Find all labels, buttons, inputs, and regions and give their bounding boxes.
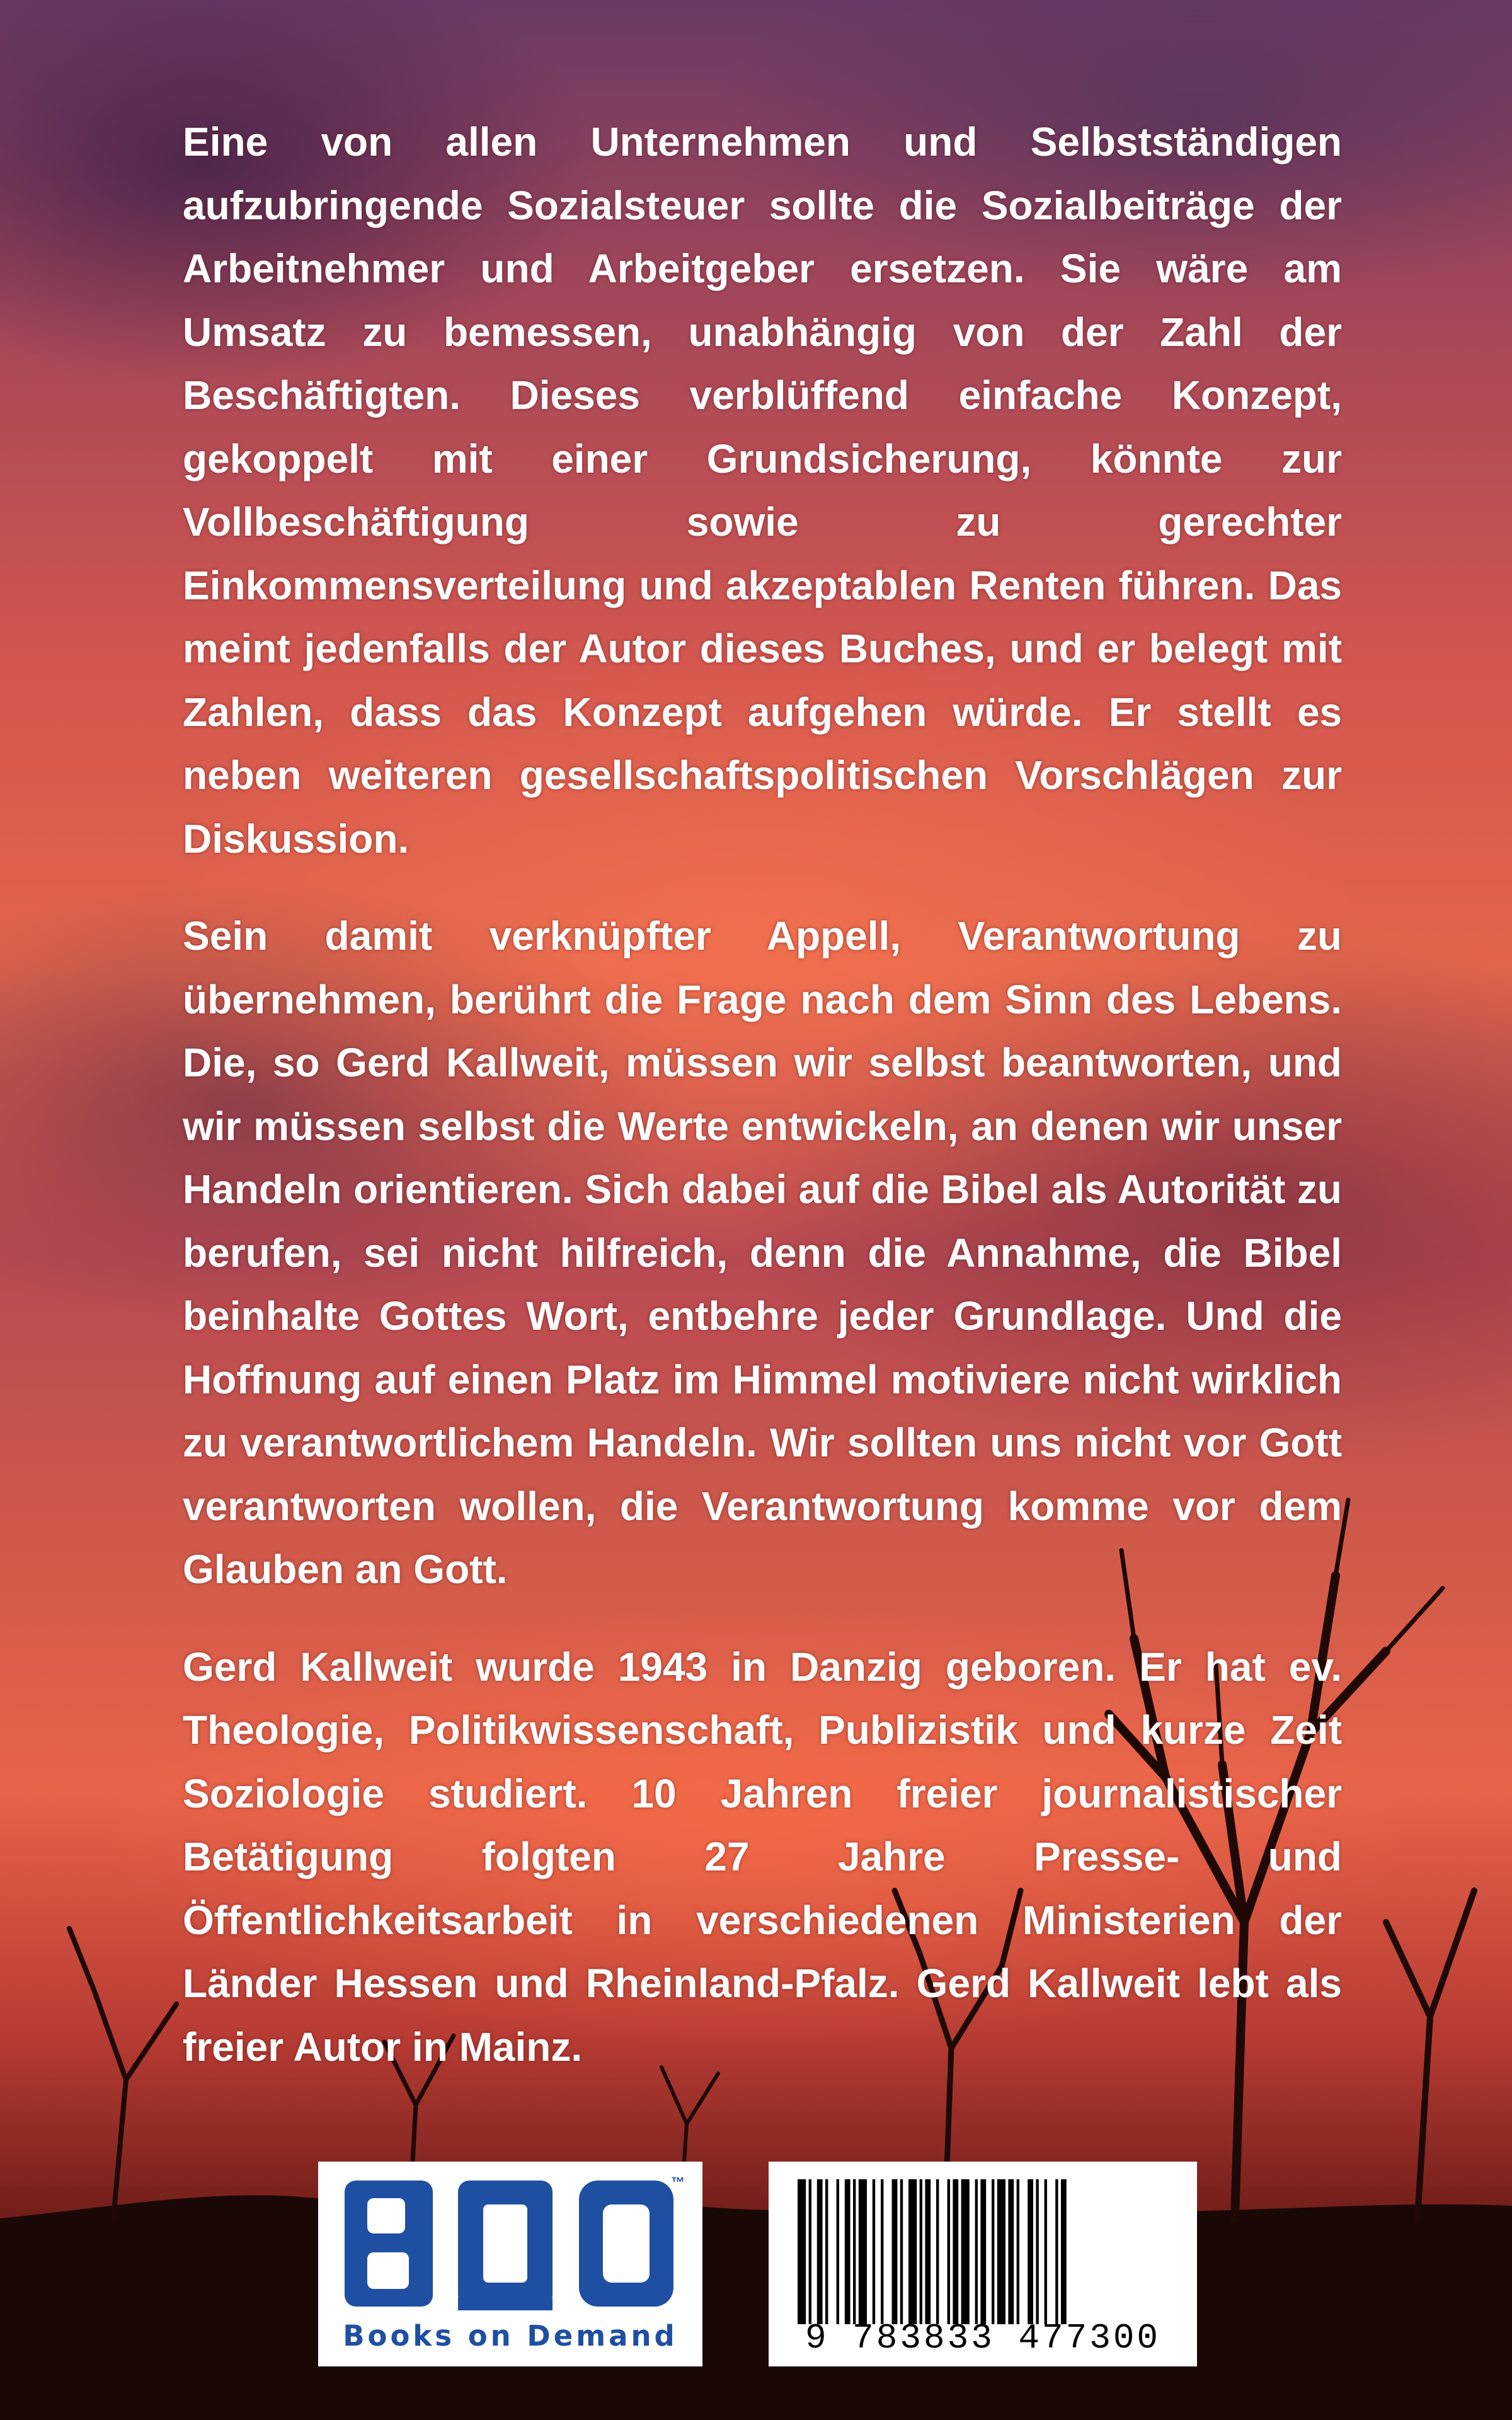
- isbn-barcode: [769, 2162, 1197, 2366]
- barcode-bar: [975, 2179, 978, 2324]
- barcode-bar: [1061, 2179, 1067, 2324]
- barcode-bar: [980, 2179, 986, 2324]
- blurb-paragraph-2: Sein damit verknüpfter Appell, Verantwortung zu übernehmen, berührt die Frage nach dem Sinn des Lebens. Die, so Gerd Kallweit, müssen wir selbst beantworten, und wir müssen selbst die Werte entwickeln, an denen wir unser Handeln orientieren. Sich dabei auf die Bibel als Autorität zu berufen, sei nicht hilfreich, denn die Annahme, die Bibel beinhalte Gottes Wort, entbehre jeder Grundlage. Und die Hoffnung auf einen Platz im Himmel motiviere nicht wirklich zu verantwortlichem Handeln. Wir sollten uns nicht vor Gott verantworten wollen, die Verantwortung komme vor dem Glauben an Gott.: [183, 913, 1342, 1592]
- barcode-bar: [853, 2179, 856, 2324]
- barcode-bar: [997, 2179, 1005, 2324]
- blurb-paragraph-3: Gerd Kallweit wurde 1943 in Danzig geboren. Er hat ev. Theologie, Politikwissenschaft, Publizistik und kurze Zeit Soziologie studiert. 10 Jahren freier journalistischer Betätigung folgten 27 Jahre Presse- und Öffentlichkeitsarbeit in verschiedenen Ministerien der Länder Hessen und Rheinland-Pfalz. Gerd Kallweit lebt als freier Autor in Mainz.: [183, 1644, 1342, 2070]
- barcode-bar: [936, 2179, 939, 2324]
- barcode-bar: [908, 2179, 917, 2324]
- barcode-bar: [881, 2179, 883, 2324]
- publisher-name: Books on Demand: [343, 2319, 678, 2353]
- barcode-bar: [817, 2179, 823, 2324]
- barcode-bar: [1028, 2179, 1033, 2324]
- barcode-bar: [1055, 2179, 1058, 2324]
- barcode-bar: [892, 2179, 898, 2324]
- publisher-logo: [318, 2162, 702, 2366]
- blurb-paragraph-1: Eine von allen Unternehmen und Selbstständigen aufzubringende Sozialsteuer sollte die Sozialbeiträge der Arbeitnehmer und Arbeitgeber ersetzen. Sie wäre am Umsatz zu bemessen, unabhängig von der Zahl der Beschäftigten. Dieses verblüffend einfache Konzept, gekoppelt mit einer Grundsicherung, könnte zur Vollbeschäftigung sowie zu gerechter Einkommensverteilung und akzeptablen Renten führen. Das meint jedenfalls der Autor dieses Buches, und er belegt mit Zahlen, dass das Konzept aufgehen würde. Er stellt es neben weiteren gesellschaftspolitischen Vorschlägen zur Diskussion.: [183, 119, 1342, 861]
- barcode-bar: [992, 2179, 994, 2324]
- bod-logo-mark: [338, 2174, 682, 2319]
- barcode-bars: [794, 2179, 1172, 2324]
- barcode-bar: [859, 2179, 867, 2324]
- barcode-bar: [953, 2179, 958, 2324]
- barcode-bar: [920, 2179, 922, 2324]
- barcode-bar: [845, 2179, 850, 2324]
- barcode-bar: [809, 2179, 811, 2324]
- barcode-bar: [1036, 2179, 1038, 2324]
- back-cover-blurb: [183, 110, 1342, 2112]
- barcode-bar: [873, 2179, 875, 2324]
- barcode-bar: [961, 2179, 970, 2324]
- barcode-bar: [925, 2179, 931, 2324]
- trademark-symbol: ™: [671, 2174, 685, 2190]
- barcode-bar: [825, 2179, 828, 2324]
- barcode-bar: [1017, 2179, 1019, 2324]
- barcode-bar: [900, 2179, 903, 2324]
- barcode-bar: [1045, 2179, 1047, 2324]
- isbn-digits: 9 783833 477300: [805, 2318, 1161, 2358]
- barcode-bar: [837, 2179, 839, 2324]
- barcode-bar: [948, 2179, 950, 2324]
- barcode-bar: [1008, 2179, 1014, 2324]
- barcode-bar: [798, 2179, 806, 2324]
